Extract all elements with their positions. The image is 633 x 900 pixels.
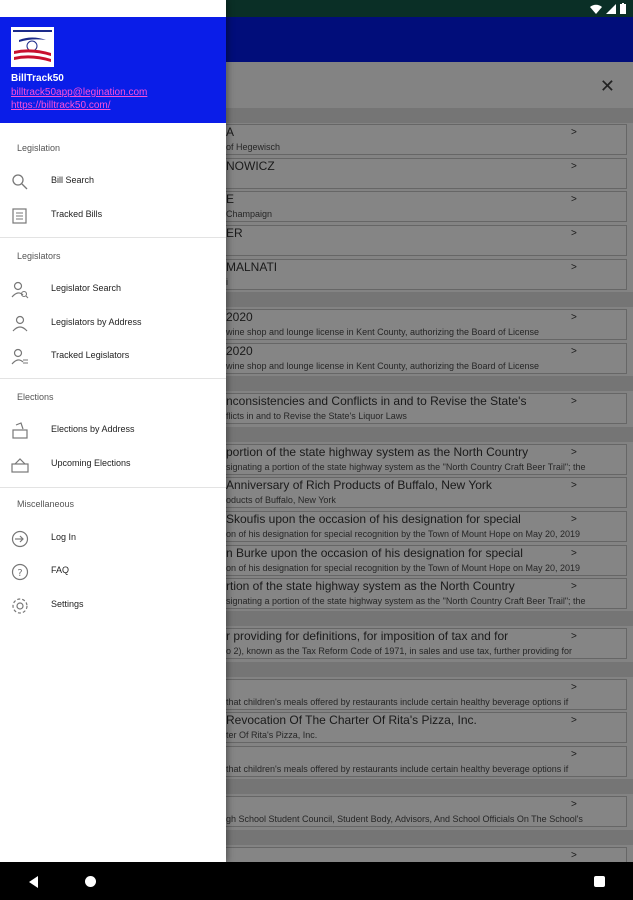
- section-header: [226, 779, 633, 794]
- navigation-drawer: [0, 0, 226, 862]
- section-header: [226, 108, 633, 123]
- chevron-right-icon: >: [571, 161, 577, 172]
- chevron-right-icon: >: [571, 127, 577, 138]
- list-item[interactable]: [226, 158, 627, 189]
- menu-item-legislator-search[interactable]: [0, 274, 226, 304]
- menu-item-label: Tracked Legislators: [51, 350, 130, 360]
- list-item[interactable]: [226, 225, 627, 256]
- section-header: [226, 427, 633, 442]
- chevron-right-icon: >: [571, 228, 577, 239]
- section-header: [226, 292, 633, 307]
- section-header: [226, 376, 633, 391]
- wifi-icon: [590, 4, 602, 14]
- section-header: [226, 662, 633, 677]
- menu-item-bill-search[interactable]: [0, 166, 226, 196]
- menu-item-label: Settings: [51, 599, 84, 609]
- bill-title: Skoufis upon the occasion of his designation for special: [226, 512, 521, 526]
- login-icon: [11, 530, 29, 548]
- list-item[interactable]: [226, 393, 627, 424]
- menu-item-label: Log In: [51, 532, 77, 542]
- bill-subtitle: flicts in and to Revise the State's Liquor Laws: [226, 411, 407, 421]
- bill-subtitle: Champaign: [226, 209, 273, 219]
- divider: [0, 487, 226, 488]
- app-bar: [226, 17, 633, 62]
- bill-title: NOWICZ: [226, 159, 275, 173]
- menu-item-label: FAQ: [51, 565, 70, 575]
- menu-item-label: Bill Search: [51, 175, 95, 185]
- home-icon[interactable]: [85, 876, 96, 887]
- list-item[interactable]: [226, 578, 627, 609]
- chevron-right-icon: >: [571, 312, 577, 323]
- gear-icon: [11, 597, 29, 615]
- bill-subtitle: i: [226, 277, 228, 287]
- menu-item-label: Tracked Bills: [51, 209, 103, 219]
- app-title: BillTrack50: [11, 73, 64, 84]
- bill-title: A: [226, 125, 235, 139]
- bill-subtitle: that children's meals offered by restaurants include certain healthy beverage options if: [226, 697, 569, 707]
- chevron-right-icon: >: [571, 799, 577, 810]
- menu-item-label: Legislator Search: [51, 283, 122, 293]
- person-list-icon: [11, 348, 29, 366]
- bill-subtitle: signating a portion of the state highway system as the "North Country Craft Beer Trail"; the: [226, 462, 586, 472]
- back-icon[interactable]: [29, 876, 38, 888]
- svg-text:?: ?: [17, 568, 23, 579]
- bill-subtitle: o 2), known as the Tax Reform Code of 1971, in sales and use tax, further providing for: [226, 646, 573, 656]
- chevron-right-icon: >: [571, 548, 577, 559]
- list-item[interactable]: [226, 712, 627, 743]
- bill-title: 2020: [226, 344, 253, 358]
- chevron-right-icon: >: [571, 194, 577, 205]
- menu-item-faq[interactable]: [0, 556, 226, 586]
- list-item[interactable]: [226, 343, 627, 374]
- signal-icon: [606, 4, 616, 14]
- chevron-right-icon: >: [571, 262, 577, 273]
- bill-subtitle: ter Of Rita's Pizza, Inc.: [226, 730, 318, 740]
- bill-subtitle: that children's meals offered by restaurants include certain healthy beverage options if: [226, 764, 569, 774]
- bill-title: nconsistencies and Conflicts in and to Revise the State's: [226, 394, 527, 408]
- billtrack50-logo: [11, 27, 54, 67]
- list-item[interactable]: [226, 124, 627, 155]
- list-item[interactable]: [226, 511, 627, 542]
- menu-item-elections-by-address[interactable]: [0, 415, 226, 445]
- section-miscellaneous: Miscellaneous: [17, 499, 75, 509]
- list-item[interactable]: [226, 796, 627, 827]
- people-icon: [11, 315, 29, 333]
- chevron-right-icon: >: [571, 581, 577, 592]
- bill-title: rtion of the state highway system as the North Country: [226, 579, 515, 593]
- divider: [0, 378, 226, 379]
- list-item[interactable]: [226, 679, 627, 710]
- section-elections: Elections: [17, 392, 54, 402]
- menu-item-log-in[interactable]: [0, 523, 226, 553]
- bill-title: 2020: [226, 310, 253, 324]
- help-icon: [11, 563, 29, 581]
- bill-subtitle: of Hegewisch: [226, 142, 281, 152]
- bill-title: n Burke upon the occasion of his designation for special: [226, 546, 523, 560]
- bill-title: ER: [226, 226, 243, 240]
- chevron-right-icon: >: [571, 480, 577, 491]
- bill-subtitle: wine shop and lounge license in Kent County, authorizing the Board of License: [226, 361, 540, 371]
- close-icon[interactable]: ✕: [599, 76, 615, 96]
- bill-subtitle: signating a portion of the state highway system as the "North Country Craft Beer Trail"; the: [226, 596, 586, 606]
- list-item[interactable]: [226, 477, 627, 508]
- chevron-right-icon: >: [571, 447, 577, 458]
- menu-item-label: Upcoming Elections: [51, 458, 131, 468]
- list-item[interactable]: [226, 628, 627, 659]
- list-item[interactable]: [226, 309, 627, 340]
- bill-title: r providing for definitions, for imposition of tax and for: [226, 629, 509, 643]
- chevron-right-icon: >: [571, 682, 577, 693]
- menu-item-label: Legislators by Address: [51, 317, 142, 327]
- list-item[interactable]: [226, 545, 627, 576]
- list-item[interactable]: [226, 847, 627, 862]
- search-icon: [11, 173, 29, 191]
- bill-subtitle: on of his designation for special recognition by the Town of Mount Hope on May 20, 2019: [226, 563, 581, 573]
- list-item[interactable]: [226, 746, 627, 777]
- section-header: [226, 611, 633, 626]
- chevron-right-icon: >: [571, 749, 577, 760]
- website-link[interactable]: https://billtrack50.com/: [11, 100, 111, 111]
- chevron-right-icon: >: [571, 346, 577, 357]
- bill-title: E: [226, 192, 235, 206]
- bill-title: portion of the state highway system as the North Country: [226, 445, 529, 459]
- menu-item-upcoming-elections[interactable]: [0, 449, 226, 479]
- bill-title: Anniversary of Rich Products of Buffalo, New York: [226, 478, 492, 492]
- ballot-box-icon: [11, 422, 29, 440]
- chevron-right-icon: >: [571, 715, 577, 726]
- bill-title: Revocation Of The Charter Of Rita's Pizza, Inc.: [226, 713, 477, 727]
- bill-list: [226, 62, 633, 862]
- section-legislators: Legislators: [17, 251, 61, 261]
- menu-item-label: Elections by Address: [51, 424, 135, 434]
- section-header: [226, 830, 633, 845]
- battery-icon: [620, 3, 626, 14]
- chevron-right-icon: >: [571, 514, 577, 525]
- bill-subtitle: wine shop and lounge license in Kent County, authorizing the Board of License: [226, 327, 540, 337]
- system-nav-bar: [0, 862, 633, 900]
- chevron-right-icon: >: [571, 850, 577, 861]
- recents-icon[interactable]: [594, 876, 605, 887]
- list-item[interactable]: [226, 444, 627, 475]
- email-link[interactable]: billtrack50app@legination.com: [11, 87, 148, 98]
- chevron-right-icon: >: [571, 631, 577, 642]
- bill-subtitle: oducts of Buffalo, New York: [226, 495, 336, 505]
- menu-item-legislators-by-address[interactable]: [0, 308, 226, 338]
- document-list-icon: [11, 207, 29, 225]
- list-item[interactable]: [226, 191, 627, 222]
- bill-title: MALNATI: [226, 260, 278, 274]
- menu-item-tracked-bills[interactable]: [0, 200, 226, 230]
- divider: [0, 237, 226, 238]
- list-item[interactable]: [226, 259, 627, 290]
- menu-item-tracked-legislators[interactable]: [0, 341, 226, 371]
- section-legislation: Legislation: [17, 143, 61, 153]
- ballot-icon: [11, 456, 29, 474]
- person-search-icon: [11, 281, 29, 299]
- menu-item-settings[interactable]: [0, 590, 226, 620]
- chevron-right-icon: >: [571, 396, 577, 407]
- bill-subtitle: gh School Student Council, Student Body, Advisors, And School Officials On The School's: [226, 814, 583, 824]
- drawer-header: [0, 17, 226, 123]
- bill-subtitle: on of his designation for special recognition by the Town of Mount Hope on May 20, 2019: [226, 529, 581, 539]
